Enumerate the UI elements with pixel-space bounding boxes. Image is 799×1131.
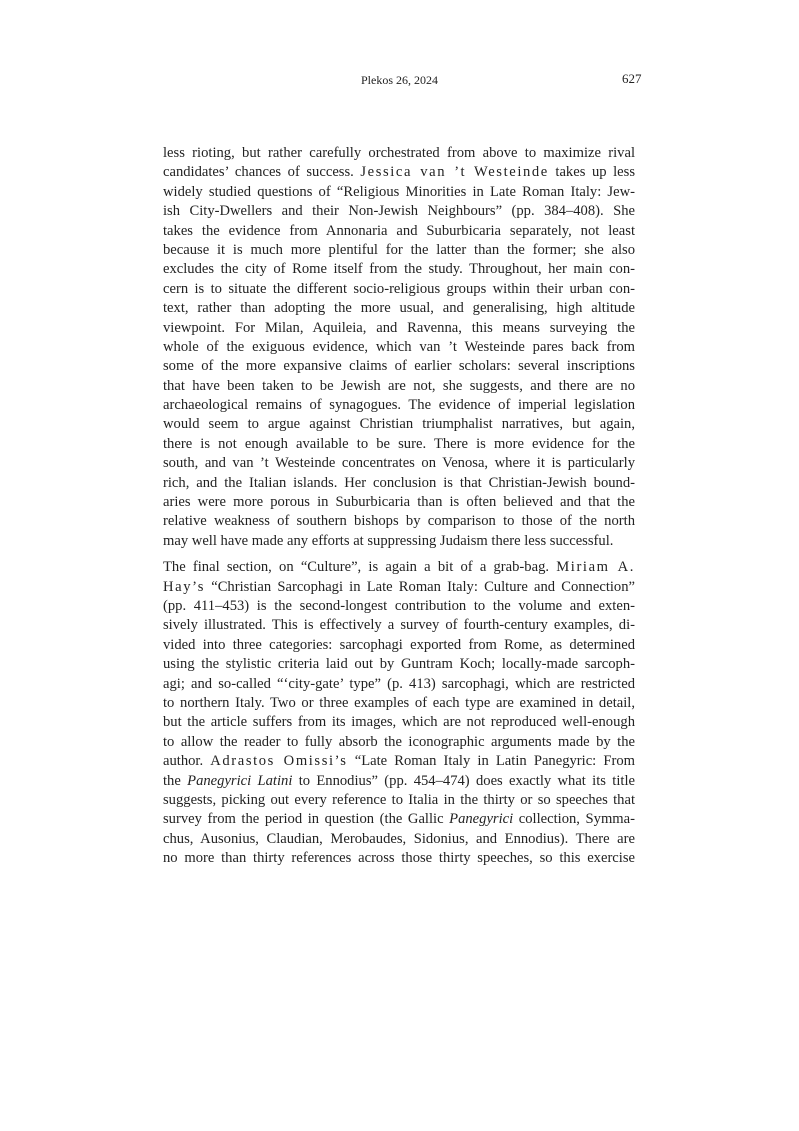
author-name: Miriam A. (556, 559, 635, 576)
text-line (163, 694, 635, 713)
text-line (163, 713, 635, 732)
text-line (163, 558, 635, 577)
text-line (163, 396, 635, 415)
text-line (163, 636, 635, 655)
text-line (163, 675, 635, 694)
text-line (163, 532, 635, 551)
page-number: 627 (622, 71, 642, 86)
text-segment: The final section, on “Culture”, is again a bit of a grab-bag. (163, 559, 557, 576)
text-line (163, 338, 635, 357)
text-line (163, 772, 635, 791)
text-segment: to northern Italy. Two or three examples of each type are examined in detail, (163, 694, 635, 711)
text-line (163, 222, 635, 241)
text-segment: vided into three categories: sarcophagi exported from Rome, as determined (163, 636, 635, 653)
text-segment: would seem to argue against Christian triumphalist narratives, but again, (163, 416, 635, 433)
text-segment: takes up less (548, 164, 635, 181)
text-line (163, 202, 635, 221)
text-segment: because it is much more plentiful for the latter than the former; she also (163, 241, 635, 258)
text-segment: takes the evidence from Annonaria and Suburbicaria separately, not least (163, 222, 635, 239)
text-segment: archaeological remains of synagogues. The evidence of imperial legislation (163, 397, 635, 414)
text-segment: collection, Symma- (513, 811, 635, 828)
text-segment: survey from the period in question (the Gallic (163, 811, 450, 828)
italic-title: Panegyrici Latini (187, 772, 293, 789)
text-line (163, 260, 635, 279)
text-segment: to allow the reader to fully absorb the iconographic arguments made by the (163, 733, 635, 750)
text-line (163, 241, 635, 260)
text-line (163, 578, 635, 597)
text-line (163, 280, 635, 299)
running-head: Plekos 26, 2024 (360, 73, 438, 87)
text-segment: the (163, 772, 188, 789)
text-segment: agi; and so-called “‘city-gate’ type” (p. 413) sarcophagi, which are restricted (163, 675, 635, 692)
text-line (163, 597, 635, 616)
text-segment: to Ennodius” (pp. 454–474) does exactly what its title (292, 772, 635, 789)
text-segment: candidates’ chances of success. (163, 164, 361, 181)
text-segment: south, and van ’t Westeinde concentrates on Venosa, where it is particularly (163, 455, 635, 472)
article-body (163, 144, 635, 875)
text-line (163, 616, 635, 635)
text-line (163, 512, 635, 531)
author-name: Jessica van ’t Westeinde (360, 164, 549, 181)
text-segment: cern is to situate the different socio-religious groups within their urban con- (163, 280, 635, 297)
text-segment: “Late Roman Italy in Latin Panegyric: From (347, 753, 635, 770)
text-segment: some of the more expansive claims of earlier scholars: several inscriptions (163, 358, 635, 375)
text-segment: no more than thirty references across those thirty speeches, so this exercise (163, 850, 635, 867)
text-segment: text, rather than adopting the more usual, and generalising, high altitude (163, 300, 635, 317)
text-segment: (pp. 411–453) is the second-longest contribution to the volume and exten- (163, 597, 635, 614)
text-segment: sively illustrated. This is effectively a survey of fourth-century examples, di- (163, 617, 635, 634)
author-name: Hay’s (163, 578, 206, 595)
text-line (163, 474, 635, 493)
text-line (163, 299, 635, 318)
paragraph (163, 558, 635, 868)
text-segment: less rioting, but rather carefully orchestrated from above to maximize rival (163, 145, 635, 161)
text-segment: chus, Ausonius, Claudian, Merobaudes, Sidonius, and Ennodius). There are (163, 830, 635, 847)
text-line (163, 830, 635, 849)
text-line (163, 163, 635, 182)
text-segment: but the article suffers from its images, which are not reproduced well-enough (163, 714, 635, 731)
text-segment: widely studied questions of “Religious Minorities in Late Roman Italy: Jew- (163, 183, 635, 200)
text-line (163, 319, 635, 338)
text-segment: may well have made any efforts at suppressing Judaism there less successful. (163, 532, 614, 549)
text-line (163, 415, 635, 434)
text-segment: there is not enough available to be sure. There is more evidence for the (163, 435, 635, 452)
text-segment: rich, and the Italian islands. Her conclusion is that Christian-Jewish bound- (163, 474, 635, 491)
text-line (163, 357, 635, 376)
text-line (163, 791, 635, 810)
text-segment: aries were more porous in Suburbicaria than is often believed and that the (163, 494, 635, 511)
text-line (163, 144, 635, 163)
text-segment: that have been taken to be Jewish are not, she suggests, and there are no (163, 377, 635, 394)
text-segment: excludes the city of Rome itself from the study. Throughout, her main con- (163, 261, 635, 278)
text-line (163, 733, 635, 752)
author-name: Adrastos Omissi’s (210, 753, 348, 770)
text-segment: suggests, picking out every reference to Italia in the thirty or so speeches that (163, 791, 635, 808)
text-segment: “Christian Sarcophagi in Late Roman Italy: Culture and Connection” (205, 578, 635, 595)
text-segment: whole of the exiguous evidence, which van ’t Westeinde pares back from (163, 338, 635, 355)
text-line (163, 377, 635, 396)
text-line (163, 752, 635, 771)
text-line (163, 435, 635, 454)
text-line (163, 655, 635, 674)
text-line (163, 183, 635, 202)
text-segment: author. (163, 753, 211, 770)
italic-title: Panegyrici (449, 811, 514, 828)
text-segment: ish City-Dwellers and their Non-Jewish Neighbours” (pp. 384–408). She (163, 203, 635, 220)
text-line (163, 454, 635, 473)
text-segment: using the stylistic criteria laid out by Guntram Koch; locally-made sarcoph- (163, 656, 635, 673)
text-segment: relative weakness of southern bishops by comparison to those of the north (163, 513, 635, 530)
paragraph (163, 144, 635, 551)
text-line (163, 849, 635, 868)
text-line (163, 810, 635, 829)
text-segment: viewpoint. For Milan, Aquileia, and Ravenna, this means surveying the (163, 319, 635, 336)
text-line (163, 493, 635, 512)
